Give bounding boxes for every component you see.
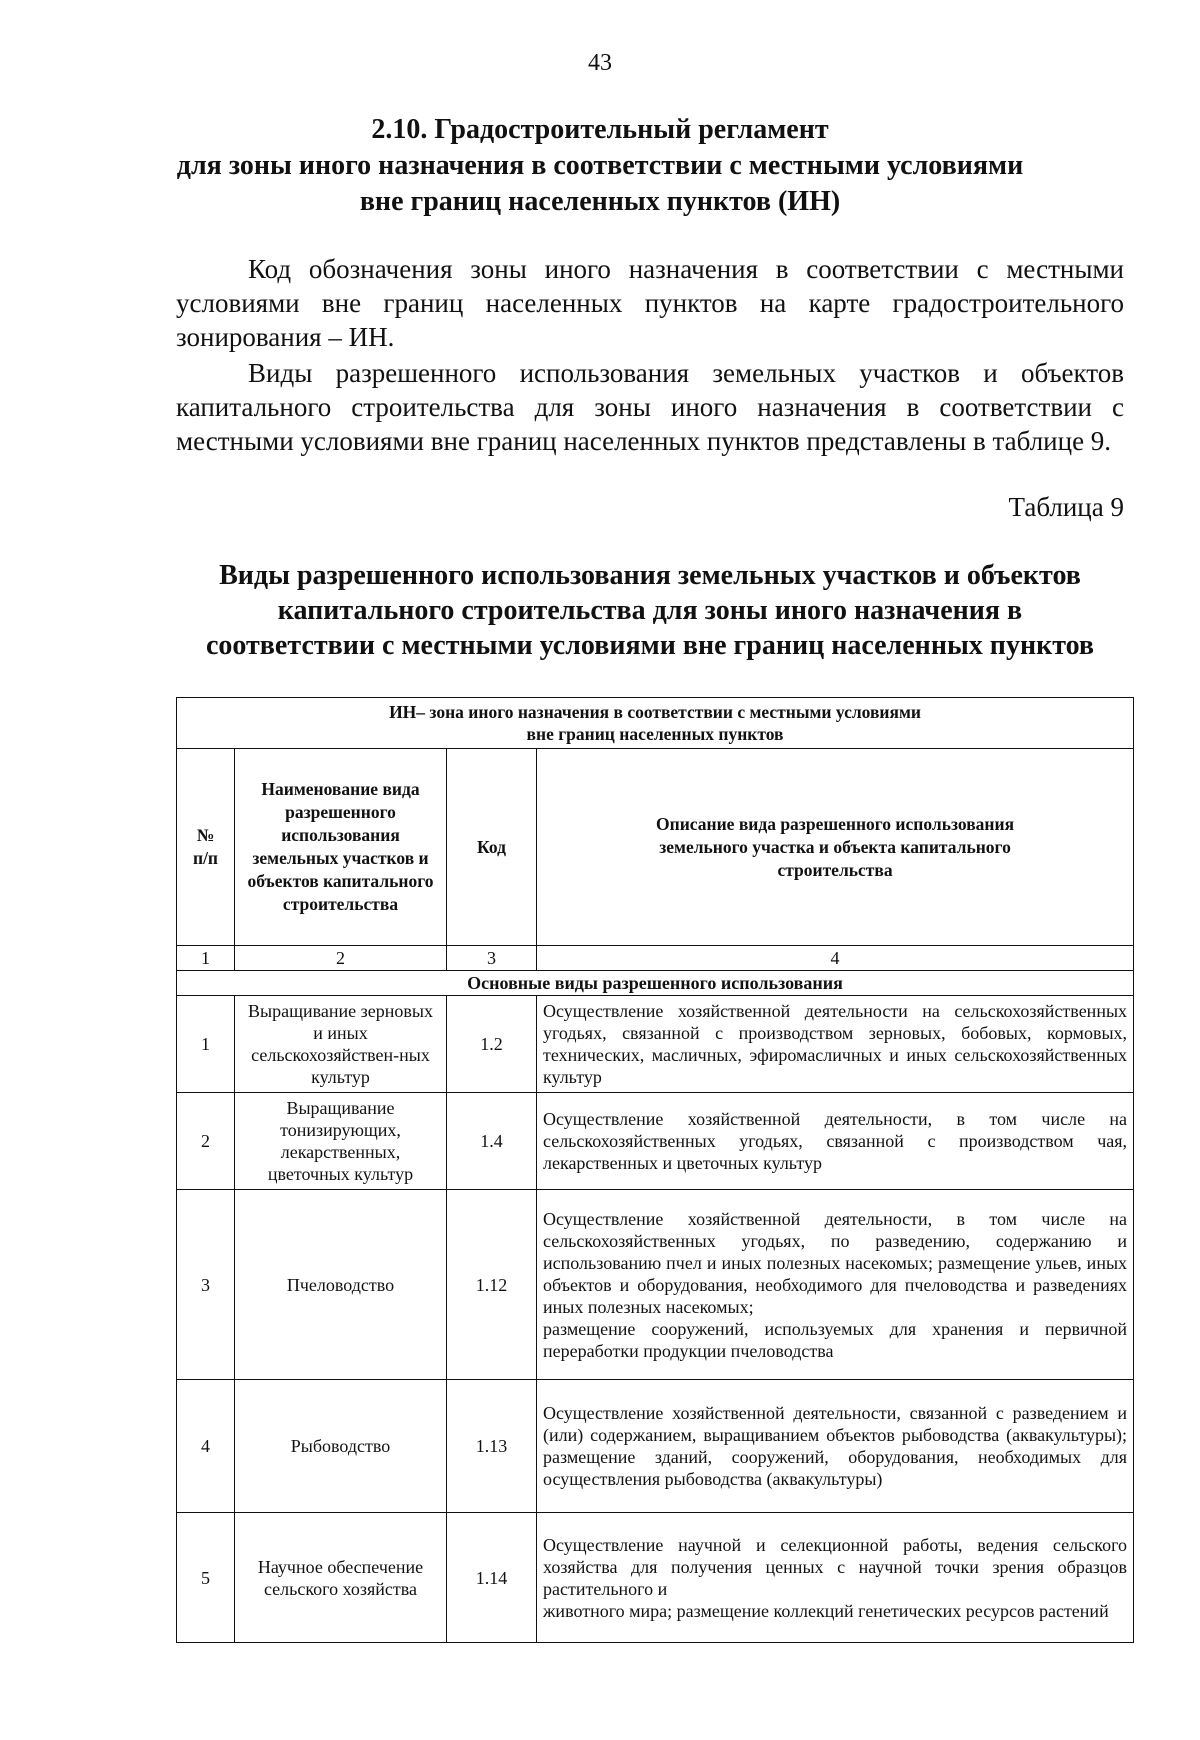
description-text: Осуществление научной и селекционной работы, ведения сельского хозяйства для получения ценных с научной точки зрения образцов растительного и [543,1534,1128,1599]
description-text: Осуществление хозяйственной деятельности, в том числе на сельскохозяйственных угодьях, по разведению, содержанию и использованию пчел и иных полезных насекомых; размещение ульев, иных объектов и оборудования, необходимого для пчеловодства и разведениях иных полезных насекомых; [543,1208,1128,1317]
column-header-row [177,749,1134,946]
heading-line: для зоны иного назначения в соответствии с местными условиями [176,150,1024,181]
heading-line: 2.10. Градостроительный регламент [371,114,829,145]
row-name: Выращивание зерновых и иных сельскохозяйствен-ных культур [235,996,447,1093]
row-code: 1.4 [447,1093,537,1190]
header-desc: Описание вида разрешенного использования земельного участка и объекта капитального строительства [537,749,1134,946]
table-title [170,558,1130,663]
row-code: 1.2 [447,996,537,1093]
section-row [177,971,1134,996]
row-name: Выращивание тонизирующих, лекарственных, цветочных культур [235,1093,447,1190]
section-title: Основные виды разрешенного использования [177,971,1134,996]
table-row [177,1190,1134,1380]
column-number: 3 [447,946,537,971]
row-code: 1.12 [447,1190,537,1380]
column-number: 2 [235,946,447,971]
table-label: Таблица 9 [1008,492,1124,522]
row-description [537,996,1134,1093]
description-text: размещение сооружений, используемых для хранения и первичной переработки продукции пчеловодства [543,1318,1128,1361]
table-row [177,1513,1134,1643]
header-code: Код [447,749,537,946]
row-number: 2 [177,1093,235,1190]
header-num-symbol: № [196,825,215,845]
usage-types-table [176,697,1134,1643]
page-number: 43 [588,50,612,76]
description-text: животного мира; размещение коллекций генетических ресурсов растений [543,1600,1109,1621]
heading-line: вне границ населенных пунктов (ИН) [359,186,841,217]
table-title-line: соответствии с местными условиями вне границ населенных пунктов [205,630,1095,661]
table-row [177,996,1134,1093]
row-number: 4 [177,1380,235,1513]
column-number: 1 [177,946,235,971]
table-row [177,1380,1134,1513]
paragraph-usage-types: Виды разрешенного использования земельных участков и объектов капитального строительства для зоны иного назначения в соответствии с местными условиями вне границ населенных пунктов представлены в таблице 9. [176,358,1124,456]
table-title-line: Виды разрешенного использования земельных участков и объектов [219,560,1081,591]
zone-header-line: ИН– зона иного назначения в соответствии с местными условиями [389,702,921,722]
paragraph-zone-code: Код обозначения зоны иного назначения в соответствии с местными условиями вне границ населенных пунктов на карте градостроительного зонирования – ИН. [176,254,1124,352]
description-text: Осуществление хозяйственной деятельности, связанной с разведением и (или) содержанием, выращиванием объектов рыбоводства (аквакультуры); размещение зданий, сооружений, оборудования, необходимых для осуществления рыбоводства (аквакультуры) [543,1403,1128,1489]
row-name: Пчеловодство [235,1190,447,1380]
section-heading [150,112,1050,220]
row-code: 1.13 [447,1380,537,1513]
row-description [537,1190,1134,1380]
zone-header-row [177,698,1134,749]
description-text: Осуществление хозяйственной деятельности на сельскохозяйственных угодьях, связанной с производством зерновых, бобовых, кормовых, технических, масличных, эфиромасличных и иных сельскохозяйственных культур [543,1001,1128,1087]
row-name: Рыбоводство [235,1380,447,1513]
row-number: 1 [177,996,235,1093]
header-num [177,749,235,946]
row-description [537,1093,1134,1190]
column-number-row [177,946,1134,971]
header-num-label: п/п [192,848,219,868]
table-title-line: капитального строительства для зоны иного назначения в [277,595,1023,626]
row-number: 3 [177,1190,235,1380]
column-number: 4 [537,946,1134,971]
row-code: 1.14 [447,1513,537,1643]
row-name: Научное обеспечение сельского хозяйства [235,1513,447,1643]
header-name: Наименование вида разрешенного использования земельных участков и объектов капитального строительства [235,749,447,946]
table-row [177,1093,1134,1190]
zone-header-line: вне границ населенных пунктов [526,724,784,744]
row-description [537,1380,1134,1513]
zone-header-cell [177,698,1134,749]
row-description [537,1513,1134,1643]
row-number: 5 [177,1513,235,1643]
description-text: Осуществление хозяйственной деятельности, в том числе на сельскохозяйственных угодьях, связанной с производством чая, лекарственных и цветочных культур [543,1109,1128,1173]
